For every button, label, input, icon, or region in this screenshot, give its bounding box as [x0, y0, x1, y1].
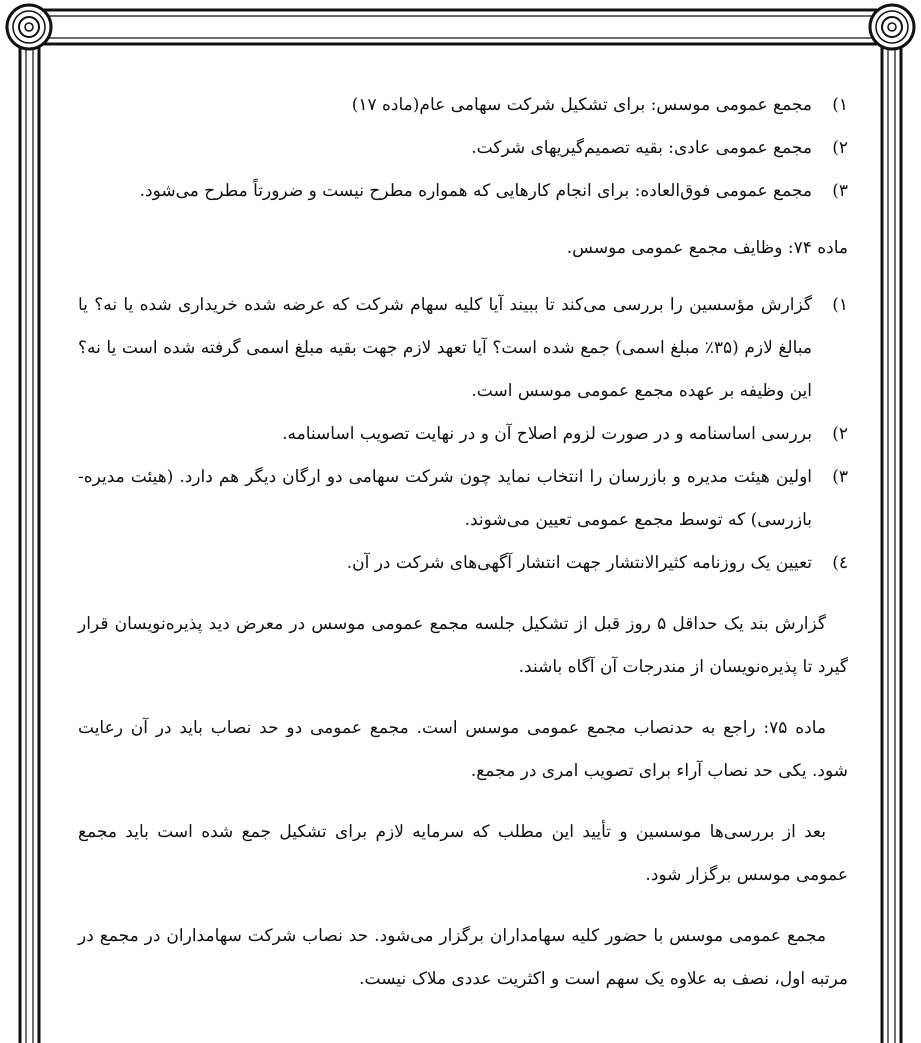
corner-ornament-right	[870, 5, 914, 49]
item-text: مجمع عمومی عادی: بقیه تصمیم‌گیریهای شرکت.	[471, 138, 812, 158]
item-number: ۱)	[832, 95, 848, 115]
assembly-types-list	[78, 84, 848, 213]
item-number: ۲)	[832, 138, 848, 158]
after-review-paragraph: بعد از بررسی‌ها موسسین و تأیید این مطلب که سرمایه لازم برای تشکیل جمع شده است باید مجمع عمومی موسس برگزار شود.	[78, 822, 848, 885]
article-75-paragraph: ماده ۷۵: راجع به حدنصاب مجمع عمومی موسس است. مجمع عمومی دو حد نصاب باید در آن رعایت شود. یکی حد نصاب آراء برای تصویب امری در مجمع.	[78, 718, 848, 781]
item-number: ۱)	[832, 295, 848, 315]
item-number: ۳)	[832, 467, 848, 487]
list-item	[78, 456, 848, 542]
item-number: ۳)	[832, 181, 848, 201]
corner-ornament-left	[7, 5, 51, 49]
item-text: اولین هیئت مدیره و بازرسان را انتخاب نماید چون شرکت سهامی دو ارگان دیگر هم دارد. (هیئت مدیره- بازرسی) که توسط مجمع عمومی تعیین می‌شوند.	[78, 467, 812, 530]
item-number: ٤)	[832, 553, 848, 573]
list-item	[78, 127, 848, 170]
report-paragraph: گزارش بند یک حداقل ۵ روز قبل از تشکیل جلسه مجمع عمومی موسس در معرض دید پذیره‌نویسان قرار گیرد تا پذیره‌نویسان از مندرجات آن آگاه باشند.	[78, 614, 848, 677]
list-item	[78, 284, 848, 413]
list-item	[78, 542, 848, 585]
item-text: بررسی اساسنامه و در صورت لزوم اصلاح آن و در نهایت تصویب اساسنامه.	[282, 424, 812, 444]
item-text: مجمع عمومی فوق‌العاده: برای انجام کارهایی که همواره مطرح نیست و ضرورتاً مطرح می‌شود.	[139, 181, 812, 201]
founders-assembly-duties-list	[78, 284, 848, 585]
item-text: مجمع عمومی موسس: برای تشکیل شرکت سهامی عام(ماده ۱۷)	[351, 95, 812, 115]
list-item	[78, 413, 848, 456]
quorum-paragraph: مجمع عمومی موسس با حضور کلیه سهامداران برگزار می‌شود. حد نصاب شرکت سهامداران در مجمع در مرتبه اول، نصف به علاوه یک سهم است و اکثریت عددی ملاک نیست.	[78, 926, 848, 989]
item-text: تعیین یک روزنامه کثیرالانتشار جهت انتشار آگهی‌های شرکت در آن.	[346, 553, 812, 573]
list-item	[78, 84, 848, 127]
item-number: ۲)	[832, 424, 848, 444]
article-74-heading: ماده ۷۴: وظایف مجمع عمومی موسس.	[566, 238, 848, 258]
item-text: گزارش مؤسسین را بررسی می‌کند تا ببیند آیا کلیه سهام شرکت که عرضه شده خریداری شده یا نه؟ یا مبالغ لازم (۳۵٪ مبلغ اسمی) جمع شده است؟ آیا تعهد لازم جهت بقیه مبلغ اسمی گرفته شده است یا نه؟ این وظیفه بر عهده مجمع عمومی موسس است.	[78, 295, 812, 401]
list-item	[78, 170, 848, 213]
document-body	[78, 84, 848, 1001]
